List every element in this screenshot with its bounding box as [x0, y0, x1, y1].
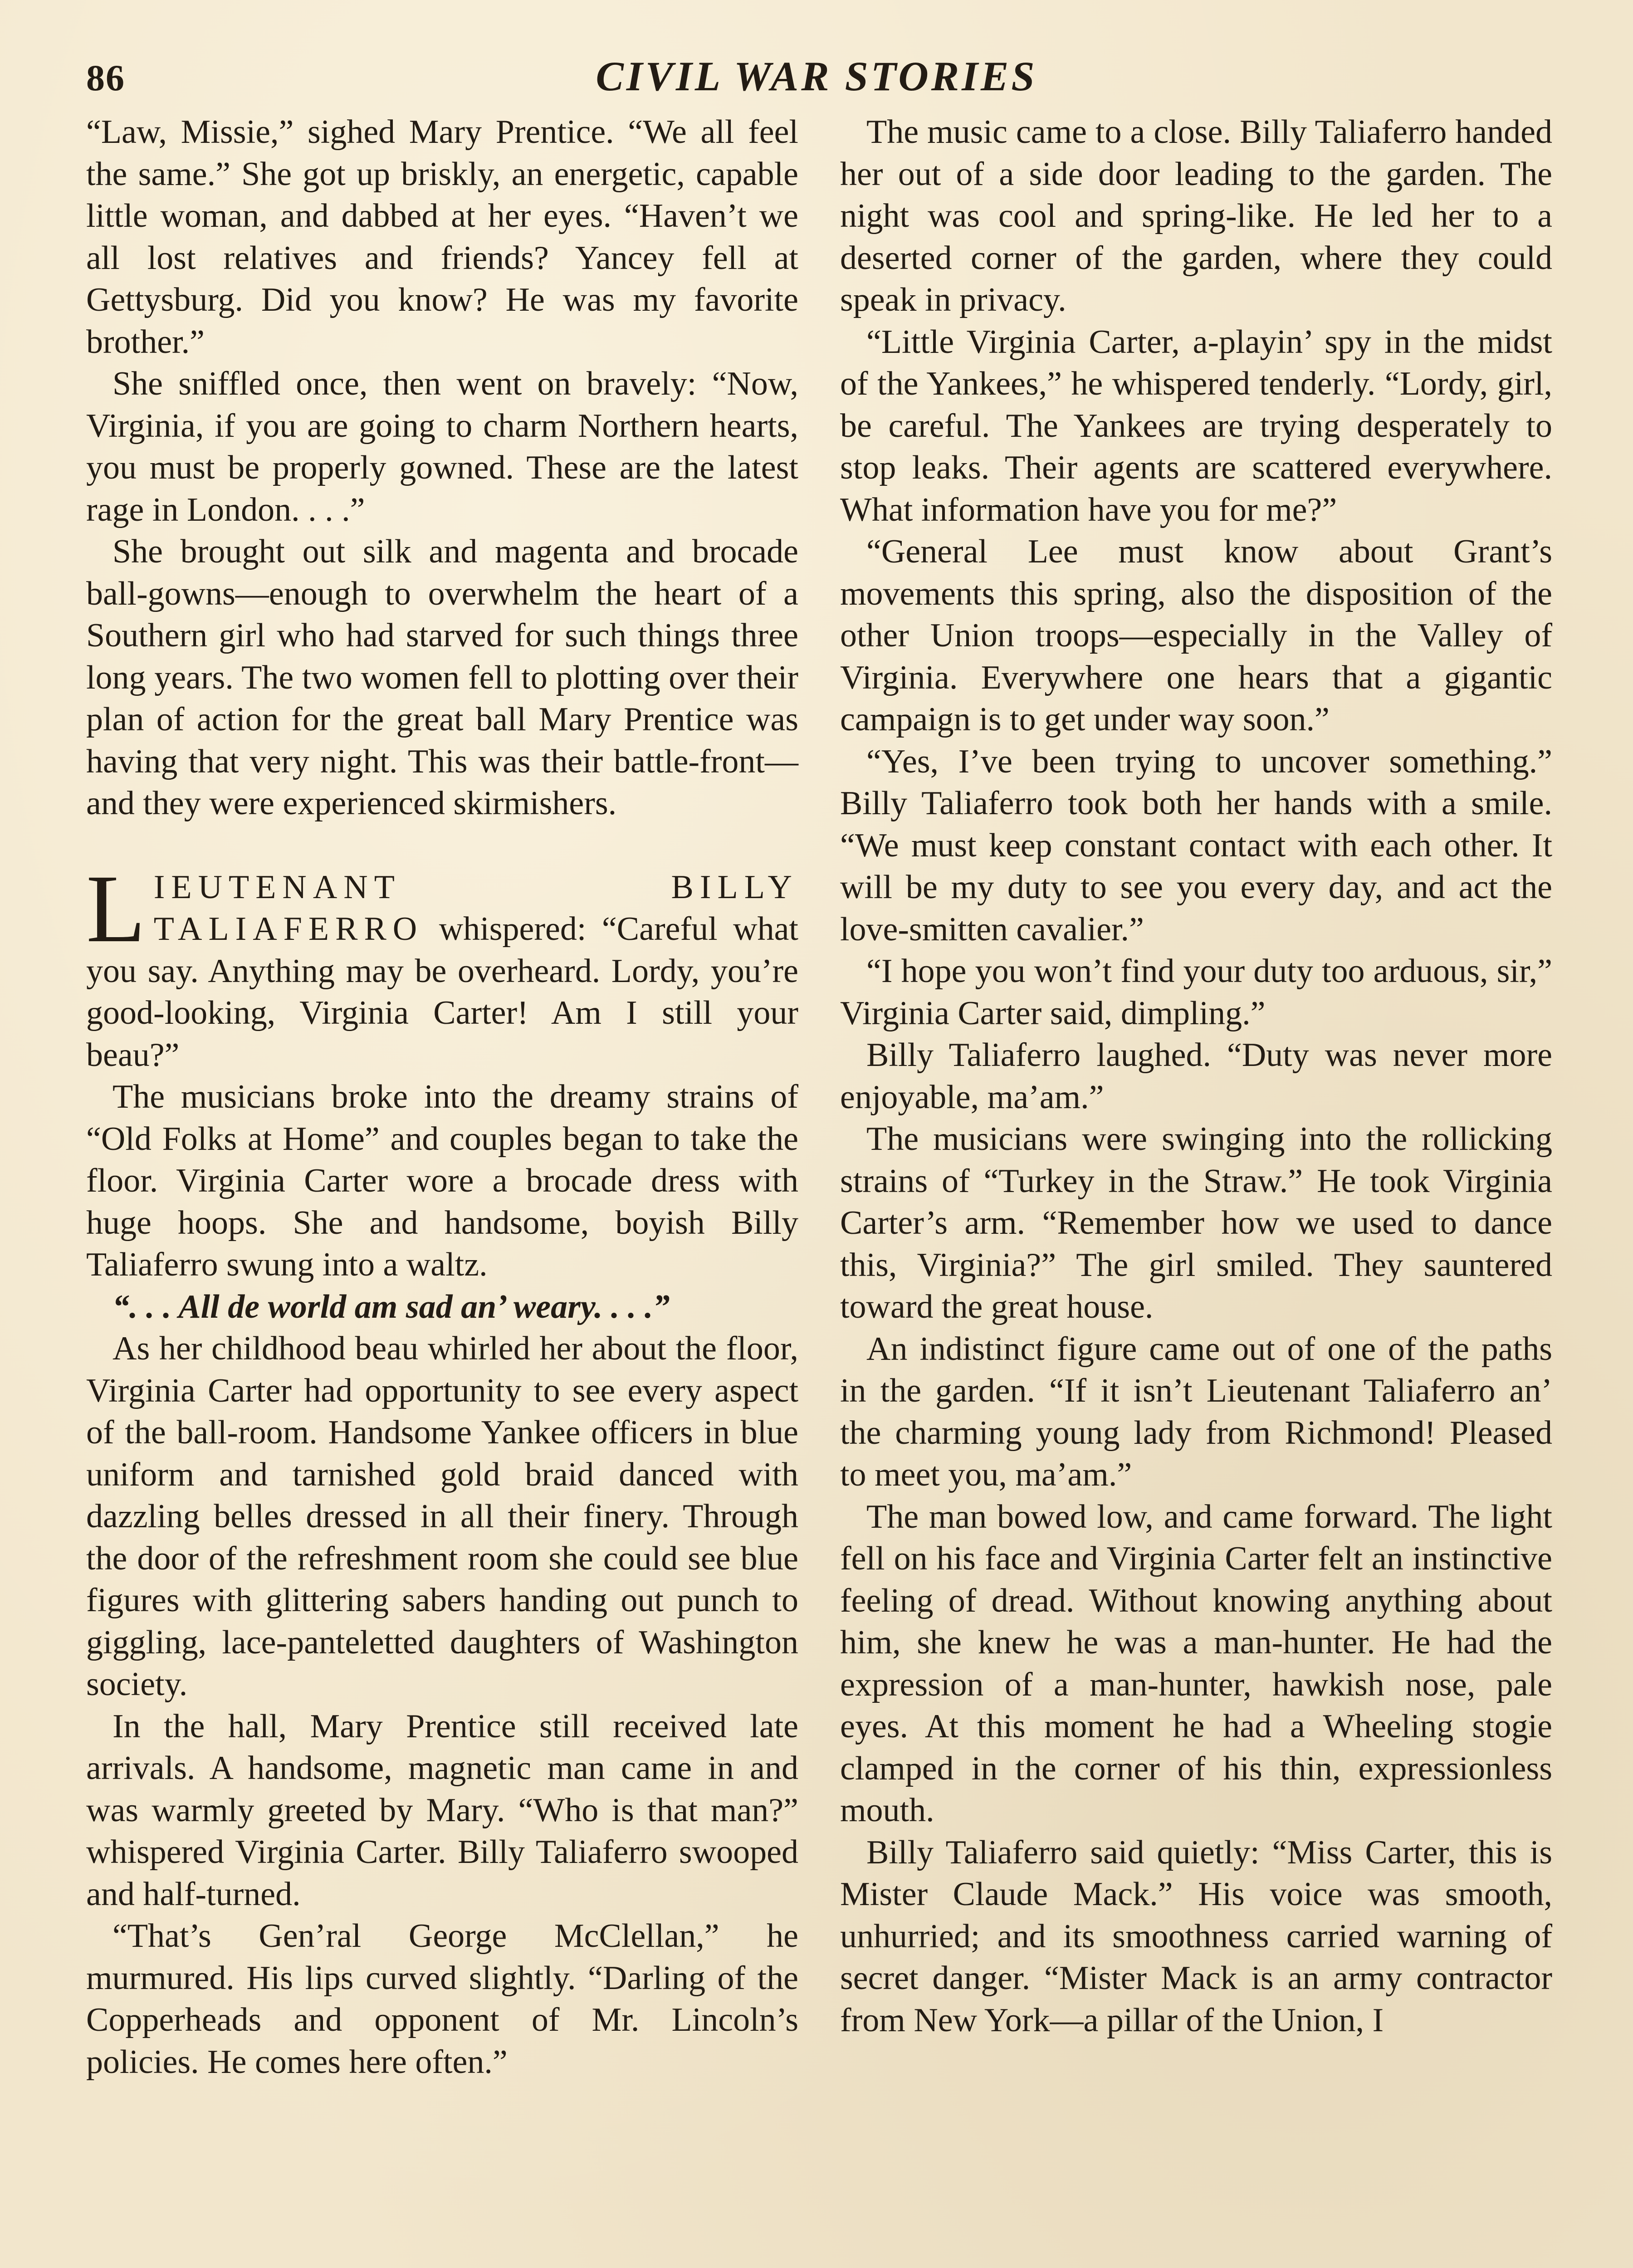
paragraph: “Law, Missie,” sighed Mary Prentice. “We all feel the same.” She got up briskly, an energetic, capable little woman, and dabbed at her eyes. “Haven’t we all lost relatives and friends? Yancey fell at Gettysburg. Did you know? He was my favorite brother.”	[86, 113, 798, 361]
paragraph: She brought out silk and magenta and brocade ball-gowns—enough to overwhelm the heart of a Southern girl who had starved for such things three long years. The two women fell to plotting over their plan of action for the great ball Mary Prentice was having that very night. This was their battle-front—and they were experienced skirmishers.	[86, 533, 798, 822]
paragraph: Billy Taliaferro laughed. “Duty was never more enjoyable, ma’am.”	[840, 1036, 1552, 1116]
paragraph: The music came to a close. Billy Taliaferro handed her out of a side door leading to the garden. The night was cool and spring-like. He led her to a deserted corner of the garden, where they could speak in privacy.	[840, 113, 1552, 318]
paragraph: The musicians broke into the dreamy strains of “Old Folks at Home” and couples began to take the floor. Virginia Carter wore a brocade dress with huge hoops. She and handsome, boyish Billy Taliaferro swung into a waltz.	[86, 1078, 798, 1283]
paragraph: “I hope you won’t find your duty too arduous, sir,” Virginia Carter said, dimpling.”	[840, 953, 1552, 1032]
running-title: CIVIL WAR STORIES	[596, 53, 1037, 99]
paragraph: “That’s Gen’ral George McClellan,” he murmured. His lips curved slightly. “Darling of the Copperheads and opponent of Mr. Lincoln’s policies. He comes here often.”	[86, 1917, 798, 2081]
paragraph: An indistinct figure came out of one of the paths in the garden. “If it isn’t Lieutenant Taliaferro an’ the charming young lady from Richmond! Pleased to meet you, ma’am.”	[840, 1330, 1552, 1493]
paragraph: She sniffled once, then went on bravely: “Now, Virginia, if you are going to charm Northern hearts, you must be properly gowned. These are the latest rage in London. . . .”	[86, 365, 798, 528]
paragraph: In the hall, Mary Prentice still received late arrivals. A handsome, magnetic man came in and was warmly greeted by Mary. “Who is that man?” whispered Virginia Carter. Billy Taliaferro swooped and half-turned.	[86, 1707, 798, 1913]
paragraph: “Little Virginia Carter, a-playin’ spy in the midst of the Yankees,” he whispered tenderly. “Lordy, girl, be careful. The Yankees are trying desperately to stop leaks. Their agents are scattered everywhere. What information have you for me?”	[840, 323, 1552, 528]
paragraph: The man bowed low, and came forward. The light fell on his face and Virginia Carter felt an instinctive feeling of dread. Without knowing anything about him, she knew he was a man-hunter. He had the expression of a man-hunter, hawkish nose, pale eyes. At this moment he had a Wheeling stogie clamped in the corner of his thin, expressionless mouth.	[840, 1498, 1552, 1829]
small-caps-lead: IEUTENANT BILLY TALIAFERRO	[153, 868, 798, 948]
page-number: 86	[86, 57, 125, 98]
paragraph: Billy Taliaferro said quietly: “Miss Carter, this is Mister Claude Mack.” His voice was smooth, unhurried; and its smoothness carried warning of secret danger. “Mister Mack is an army contractor from New York—a pillar of the Union, I	[840, 1833, 1552, 2039]
paragraph: “Yes, I’ve been trying to uncover something.” Billy Taliaferro took both her hands with a smile. “We must keep constant contact with each other. It will be my duty to see you every day, and act the love-smitten cavalier.”	[840, 743, 1552, 948]
section-opening-paragraph	[86, 855, 798, 1076]
drop-cap: L	[86, 855, 146, 963]
page-header	[68, 52, 1565, 107]
text-columns	[86, 111, 1560, 2268]
paragraph: “General Lee must know about Grant’s movements this spring, also the disposition of the other Union troops—especially in the Valley of Virginia. Everywhere one hears that a gigantic campaign is to get under way soon.”	[840, 533, 1552, 738]
paragraph-text: whispered: “Careful what you say. Anything may be overheard. Lordy, you’re good-looking, Virginia Carter! Am I still your beau?”	[86, 910, 798, 1074]
left-column	[86, 111, 798, 2083]
song-lyric: “. . . All de world am sad an’ weary. . . .”	[112, 1288, 670, 1325]
right-column	[840, 111, 1552, 2041]
paragraph: As her childhood beau whirled her about the floor, Virginia Carter had opportunity to see every aspect of the ball-room. Handsome Yankee officers in blue uniform and tarnished gold braid danced with dazzling belles dressed in all their finery. Through the door of the refreshment room she could see blue figures with glittering sabers handing out punch to giggling, lace-panteletted daughters of Washington society.	[86, 1330, 798, 1703]
paragraph: The musicians were swinging into the rollicking strains of “Turkey in the Straw.” He took Virginia Carter’s arm. “Remember how we used to dance this, Virginia?” The girl smiled. They sauntered toward the great house.	[840, 1120, 1552, 1325]
